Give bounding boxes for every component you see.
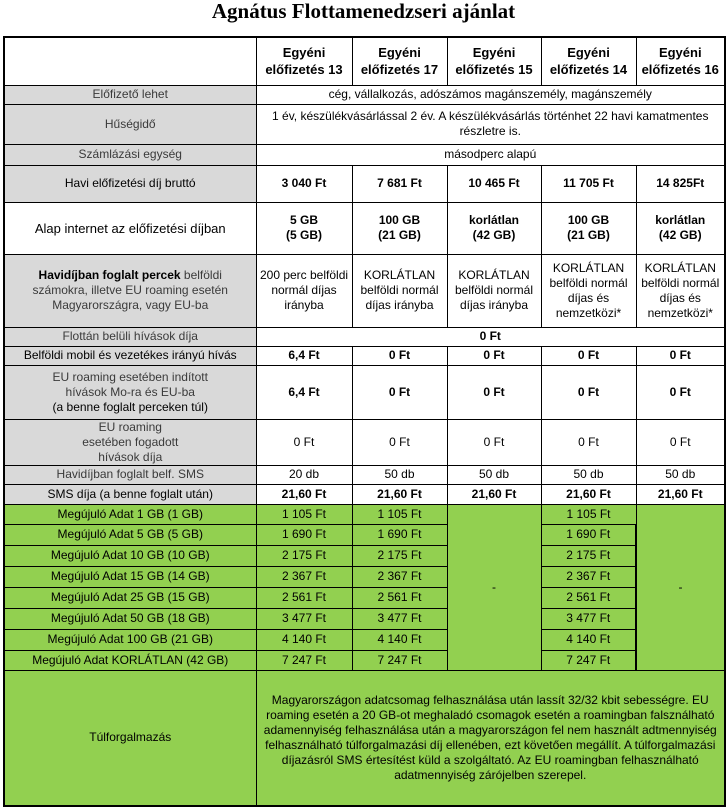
eu-out-value: 0 Ft — [352, 365, 447, 419]
renew-price: 2 367 Ft — [541, 566, 636, 587]
internet-value — [541, 202, 636, 254]
minutes-value: KORLÁTLAN belföldi normál díjas és nemzetközi* — [636, 254, 725, 327]
sms-included-value: 20 db — [256, 465, 352, 484]
minutes-row — [4, 254, 725, 327]
renew-price: 2 561 Ft — [256, 587, 352, 608]
eu-out-value: 0 Ft — [447, 365, 541, 419]
internet-amount: 100 GB — [378, 213, 421, 227]
domestic-value: 0 Ft — [352, 346, 447, 365]
renew-price: 1 690 Ft — [352, 524, 447, 545]
eu-in-value: 0 Ft — [352, 419, 447, 465]
domestic-value: 0 Ft — [541, 346, 636, 365]
internet-value — [256, 202, 352, 254]
renew-label: Megújuló Adat 1 GB (1 GB) — [4, 504, 256, 524]
minutes-label-rest: belföldi számokra, illetve EU roaming esetén Magyarországra, vagy EU-ba — [32, 268, 228, 312]
renew-label: Megújuló Adat KORLÁTLAN (42 GB) — [4, 650, 256, 670]
fee-value: 14 825Ft — [636, 165, 725, 202]
renew-price: 2 367 Ft — [256, 566, 352, 587]
sms-included-row — [4, 465, 725, 484]
eu-in-value: 0 Ft — [636, 419, 725, 465]
row-label: Havidíjban foglalt belf. SMS — [4, 465, 256, 484]
plan-header: Egyéni előfizetés 17 — [352, 37, 447, 85]
subscriber-value: cég, vállalkozás, adószámos magánszemély, magánszemély — [256, 85, 725, 104]
fee-value: 3 040 Ft — [256, 165, 352, 202]
renew-price: 3 477 Ft — [256, 608, 352, 629]
minutes-value: KORLÁTLAN belföldi normál díjas irányba — [447, 254, 541, 327]
eu-in-value: 0 Ft — [541, 419, 636, 465]
renew-label: Megújuló Adat 10 GB (10 GB) — [4, 545, 256, 566]
header-corner — [4, 37, 256, 85]
renew-price: 2 561 Ft — [352, 587, 447, 608]
renew-row — [4, 629, 725, 650]
overuse-label: Túlforgalmazás — [4, 670, 256, 806]
renew-price: 7 247 Ft — [352, 650, 447, 670]
sms-fee-value: 21,60 Ft — [636, 484, 725, 504]
row-label: Előfizető lehet — [4, 85, 256, 104]
plan-header: Egyéni előfizetés 14 — [541, 37, 636, 85]
renew-row — [4, 524, 725, 545]
renew-price: 1 105 Ft — [541, 504, 636, 524]
sms-fee-value: 21,60 Ft — [352, 484, 447, 504]
fee-value: 11 705 Ft — [541, 165, 636, 202]
row-label: EU roaming esetében fogadott hívások díja — [4, 419, 256, 465]
eu-out-row — [4, 365, 725, 419]
renew-price: 2 175 Ft — [352, 545, 447, 566]
internet-amount: korlátlan — [655, 213, 706, 227]
renew-price: 2 561 Ft — [541, 587, 636, 608]
domestic-value: 6,4 Ft — [256, 346, 352, 365]
eu-out-value: 0 Ft — [636, 365, 725, 419]
sms-fee-value: 21,60 Ft — [256, 484, 352, 504]
renew-row — [4, 545, 725, 566]
renew-price: 4 140 Ft — [256, 629, 352, 650]
renew-price: 3 477 Ft — [541, 608, 636, 629]
sms-included-value: 50 db — [541, 465, 636, 484]
renew-label: Megújuló Adat 5 GB (5 GB) — [4, 524, 256, 545]
row-label — [4, 365, 256, 419]
internet-amount: 100 GB — [567, 213, 610, 227]
plan-header: Egyéni előfizetés 13 — [256, 37, 352, 85]
fee-value: 7 681 Ft — [352, 165, 447, 202]
renew-price: 2 175 Ft — [541, 545, 636, 566]
renew-label: Megújuló Adat 25 GB (15 GB) — [4, 587, 256, 608]
page-title: Agnátus Flottamenedzseri ajánlat — [211, 0, 516, 23]
row-label: Számlázási egység — [4, 144, 256, 165]
offer-table — [3, 36, 726, 807]
renew-price: 2 175 Ft — [256, 545, 352, 566]
renew-row — [4, 587, 725, 608]
internet-eu-amount: (5 GB) — [286, 228, 322, 242]
renew-row — [4, 504, 725, 524]
row-label: Belföldi mobil és vezetékes irányú hívás — [4, 346, 256, 365]
eu-out-value: 6,4 Ft — [256, 365, 352, 419]
renew-label: Megújuló Adat 50 GB (18 GB) — [4, 608, 256, 629]
domestic-value: 0 Ft — [447, 346, 541, 365]
eu-in-value: 0 Ft — [256, 419, 352, 465]
renew-label: Megújuló Adat 15 GB (14 GB) — [4, 566, 256, 587]
minutes-value: 200 perc belföldi normál díjas irányba — [256, 254, 352, 327]
billing-row — [4, 144, 725, 165]
renew-price: 4 140 Ft — [352, 629, 447, 650]
sms-fee-value: 21,60 Ft — [541, 484, 636, 504]
renew-price: 1 105 Ft — [352, 504, 447, 524]
renew-price: 1 690 Ft — [541, 524, 636, 545]
internet-value — [352, 202, 447, 254]
sms-included-value: 50 db — [352, 465, 447, 484]
eu-out-value: 0 Ft — [541, 365, 636, 419]
renew-label: Megújuló Adat 100 GB (21 GB) — [4, 629, 256, 650]
sms-included-value: 50 db — [447, 465, 541, 484]
sms-fee-value: 21,60 Ft — [447, 484, 541, 504]
eu-in-value: 0 Ft — [447, 419, 541, 465]
domestic-value: 0 Ft — [636, 346, 725, 365]
fee-row — [4, 165, 725, 202]
row-label: SMS díja (a benne foglalt után) — [4, 484, 256, 504]
renew-price: 7 247 Ft — [256, 650, 352, 670]
renew-price: 3 477 Ft — [352, 608, 447, 629]
header-row — [4, 37, 725, 85]
internet-value — [447, 202, 541, 254]
domestic-row — [4, 346, 725, 365]
row-label: Alap internet az előfizetési díjban — [4, 202, 256, 254]
internet-eu-amount: (42 GB) — [472, 228, 516, 242]
sms-fee-row — [4, 484, 725, 504]
renew-price: 2 367 Ft — [352, 566, 447, 587]
internet-amount: korlátlan — [468, 213, 519, 227]
internet-eu-amount: (21 GB) — [378, 228, 421, 242]
plan-header: Egyéni előfizetés 16 — [636, 37, 725, 85]
renew-row — [4, 566, 725, 587]
minutes-label-bold: Havidíjban foglalt percek — [38, 268, 181, 282]
fee-value: 10 465 Ft — [447, 165, 541, 202]
renew-row — [4, 608, 725, 629]
minutes-value: KORLÁTLAN belföldi normál díjas irányba — [352, 254, 447, 327]
fleet-row — [4, 327, 725, 346]
minutes-value: KORLÁTLAN belföldi normál díjas és nemzetközi* — [541, 254, 636, 327]
renew-row — [4, 650, 725, 670]
renew-price: 1 105 Ft — [256, 504, 352, 524]
fleet-value: 0 Ft — [256, 327, 725, 346]
renew-price: 1 690 Ft — [256, 524, 352, 545]
internet-amount: 5 GB — [289, 213, 318, 227]
renew-price: 7 247 Ft — [541, 650, 636, 670]
internet-row — [4, 202, 725, 254]
eu-out-label: EU roaming esetében indított hívások Mo-ra és EU-ba — [52, 369, 208, 399]
renew-not-available: - — [447, 504, 541, 670]
row-label — [4, 254, 256, 327]
overuse-text: Magyarországon adatcsomag felhasználása után lassít 32/32 kbit sebességre. EU roaming esetén a 20 GB-ot meghaladó csomagok esetén a roamingban falsználható adamennyiség felhasználása után a magyarországon fel nem használt adtmennyiség felhasználható túlforgalmazási díj ellenében, ezt követően megállít. A túlforgalmazási díjazásról SMS értesítést küld a szolgáltató. Az EU roamingban felhasználható adatmennyiség zárójelben szerepel. — [256, 670, 725, 806]
loyalty-row — [4, 104, 725, 144]
eu-in-row — [4, 419, 725, 465]
row-label: Flottán belüli hívások díja — [4, 327, 256, 346]
internet-value — [636, 202, 725, 254]
renew-not-available: - — [636, 504, 725, 670]
row-label: Hűségidő — [4, 104, 256, 144]
overuse-row — [4, 670, 725, 806]
internet-eu-amount: (42 GB) — [658, 228, 702, 242]
loyalty-value: 1 év, készülékvásárlással 2 év. A készülékvásárlás történhet 22 havi kamatmentes részletre is. — [256, 104, 725, 144]
billing-value: másodperc alapú — [256, 144, 725, 165]
renew-price: 4 140 Ft — [541, 629, 636, 650]
subscriber-row — [4, 85, 725, 104]
row-label: Havi előfizetési díj bruttó — [4, 165, 256, 202]
sms-included-value: 50 db — [636, 465, 725, 484]
eu-out-sublabel: (a benne foglalt perceken túl) — [52, 399, 208, 414]
internet-eu-amount: (21 GB) — [567, 228, 610, 242]
plan-header: Egyéni előfizetés 15 — [447, 37, 541, 85]
